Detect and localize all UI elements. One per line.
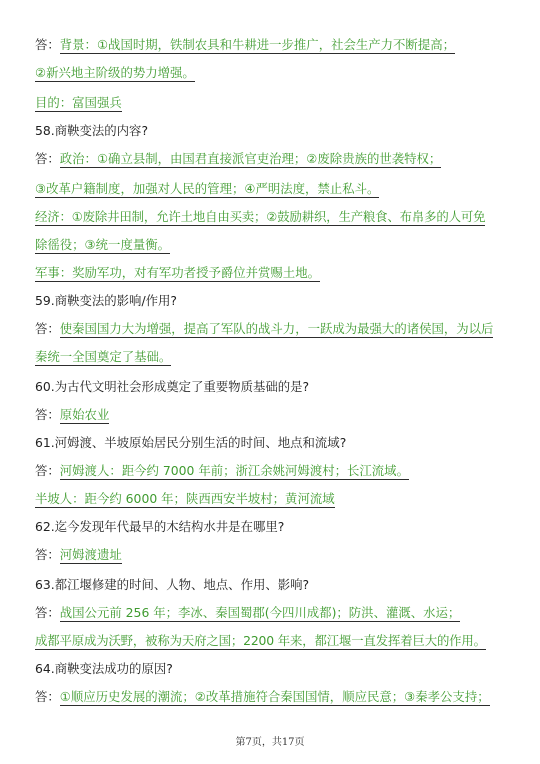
answer-prefix: 答： xyxy=(35,321,60,336)
page-footer: 第7页，共17页 xyxy=(235,737,305,748)
answer-text: ①顺应历史发展的潮流；②改革措施符合秦国国情，顺应民意；③秦孝公支持； xyxy=(59,689,490,704)
answer-line xyxy=(35,604,460,622)
answer-text: 目的：富国强兵 xyxy=(35,95,122,110)
question-text: 62.迄今发现年代最早的木结构水井是在哪里? xyxy=(35,519,285,534)
answer-text: 半坡人：距今约 6000 年；陕西西安半坡村；黄河流域 xyxy=(35,491,335,506)
answer-line xyxy=(35,348,171,366)
answer-text: 秦统一全国奠定了基础。 xyxy=(35,349,172,364)
answer-text: ③改革户籍制度，加强对人民的管理；④严明法度，禁止私斗。 xyxy=(35,181,380,196)
answer-line xyxy=(35,406,109,424)
answer-line xyxy=(35,490,335,508)
question-line xyxy=(35,576,309,594)
question-line xyxy=(35,378,309,396)
answer-prefix: 答： xyxy=(35,463,60,478)
question-text: 61.河姆渡、半坡原始居民分别生活的时间、地点和流域? xyxy=(35,435,347,450)
answer-text: 除徭役；③统一度量衡。 xyxy=(35,237,171,252)
answer-text: 使秦国国力大为增强，提高了军队的战斗力，一跃成为最强大的诸侯国，为以后 xyxy=(59,321,494,336)
answer-prefix: 答： xyxy=(35,547,60,562)
question-text: 58.商鞅变法的内容? xyxy=(35,123,149,138)
question-text: 63.都江堰修建的时间、人物、地点、作用、影响? xyxy=(35,577,310,592)
answer-prefix: 答： xyxy=(35,407,60,422)
answer-line xyxy=(35,688,490,706)
answer-text: 军事：奖励军功，对有军功者授予爵位并赏赐土地。 xyxy=(35,265,320,280)
answer-line xyxy=(35,64,195,82)
answer-text: ②新兴地主阶级的势力增强。 xyxy=(35,65,195,80)
question-text: 64.商鞅变法成功的原因? xyxy=(35,661,173,676)
answer-line xyxy=(35,94,122,112)
answer-prefix: 答： xyxy=(35,605,60,620)
answer-line xyxy=(35,208,485,226)
answer-line xyxy=(35,462,409,480)
question-line xyxy=(35,660,173,678)
answer-text: 战国公元前 256 年；李冰、秦国蜀郡(今四川成都)；防洪、灌溉、水运； xyxy=(59,605,461,620)
answer-line xyxy=(35,150,441,168)
answer-line xyxy=(35,36,455,54)
answer-text: 原始农业 xyxy=(59,407,110,422)
answer-prefix: 答： xyxy=(35,689,60,704)
answer-text: 成都平原成为沃野，被称为天府之国；2200 年来，都江堰一直发挥着巨大的作用。 xyxy=(35,633,486,648)
answer-line xyxy=(35,236,170,254)
answer-text: 背景：①战国时期，铁制农具和牛耕进一步推广，社会生产力不断提高； xyxy=(59,37,455,52)
answer-line xyxy=(35,180,379,198)
question-line xyxy=(35,122,148,140)
answer-text: 政治：①确立县制，由国君直接派官吏治理；②废除贵族的世袭特权； xyxy=(59,151,442,166)
question-line xyxy=(35,434,346,452)
answer-text: 河姆渡人：距今约 7000 年前；浙江余姚河姆渡村；长江流域。 xyxy=(59,463,409,478)
question-line xyxy=(35,518,284,536)
answer-text: 经济：①废除井田制，允许土地自由买卖；②鼓励耕织，生产粮食、布帛多的人可免 xyxy=(35,209,486,224)
question-text: 60.为古代文明社会形成奠定了重要物质基础的是? xyxy=(35,379,310,394)
answer-line xyxy=(35,264,320,282)
answer-prefix: 答： xyxy=(35,37,60,52)
question-line xyxy=(35,292,177,310)
answer-line xyxy=(35,320,493,338)
answer-line xyxy=(35,546,122,564)
answer-prefix: 答： xyxy=(35,151,60,166)
answer-line xyxy=(35,632,486,650)
answer-text: 河姆渡遗址 xyxy=(59,547,122,562)
question-text: 59.商鞅变法的影响/作用? xyxy=(35,293,177,308)
